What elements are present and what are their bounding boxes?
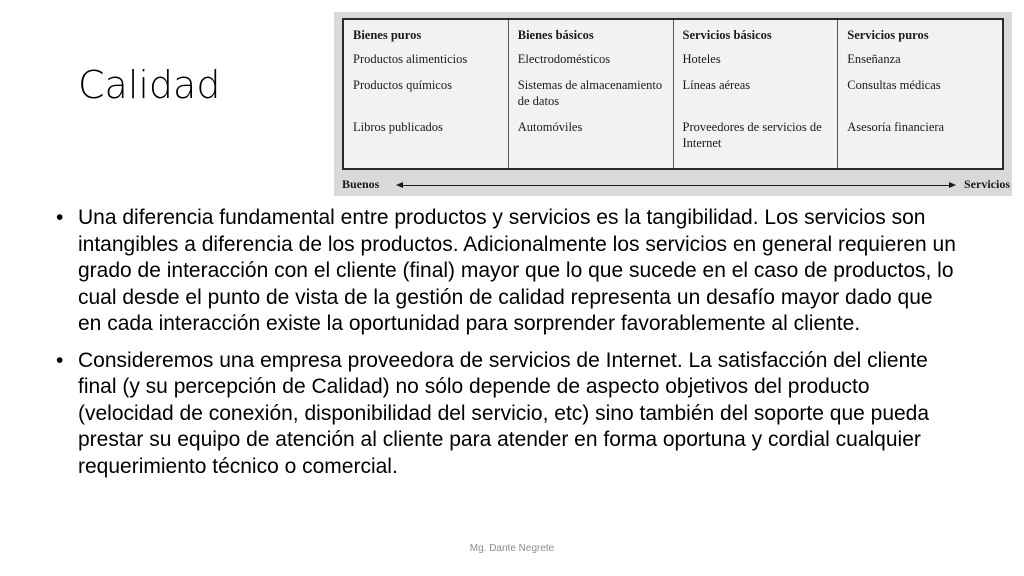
table-cell: Sistemas de almacenamiento de datos bbox=[517, 78, 663, 108]
table-cell: Automóviles bbox=[517, 120, 583, 134]
column-header: Servicios puros bbox=[847, 28, 929, 42]
bullet-icon: • bbox=[56, 348, 64, 372]
column-header: Bienes puros bbox=[353, 28, 422, 42]
goods-services-table bbox=[342, 18, 1004, 170]
table-cell: Productos químicos bbox=[353, 78, 452, 92]
table-cell: Libros publicados bbox=[353, 120, 443, 134]
table-cell: Productos alimenticios bbox=[353, 52, 468, 66]
bullet-item bbox=[56, 205, 956, 338]
slide-title: Calidad bbox=[78, 63, 221, 107]
bullet-text: Consideremos una empresa proveedora de servicios de Internet. La satisfacción del cliente final (y su percepción de Calidad) no sólo depende de aspecto objetivos del producto (velocidad de conexión, disponibilidad del servicio, etc) sino también del soporte que pueda prestar su equipo de atención al cliente para atender en forma oportuna y cordial cualquier requerimiento técnico o comercial. bbox=[78, 348, 930, 478]
column-servicios-basicos bbox=[674, 20, 839, 168]
table-cell: Líneas aéreas bbox=[682, 78, 751, 92]
goods-services-figure bbox=[334, 12, 1012, 196]
column-bienes-puros bbox=[344, 20, 509, 168]
goods-services-axis bbox=[342, 176, 1012, 194]
table-cell: Electrodomésticos bbox=[517, 52, 611, 66]
table-cell: Enseñanza bbox=[847, 52, 901, 66]
bullet-text: Una diferencia fundamental entre productos y servicios es la tangibilidad. Los servicios son intangibles a diferencia de los productos. Adicionalmente los servicios en general requieren un grado de interacción con el cliente (final) mayor que lo que sucede en el caso de productos, lo cual desde el punto de vista de la gestión de calidad representa un desafío mayor dado que en cada interacción existe la oportunidad para sorprender favorablemente al cliente. bbox=[78, 206, 956, 335]
bullet-icon: • bbox=[56, 206, 64, 229]
table-cell: Consultas médicas bbox=[847, 78, 941, 92]
column-bienes-basicos bbox=[509, 20, 674, 168]
double-arrow-icon bbox=[402, 185, 950, 186]
footer-author: Mg. Dante Negrete bbox=[469, 543, 555, 554]
column-header: Bienes básicos bbox=[517, 28, 594, 42]
table-cell: Hoteles bbox=[682, 52, 721, 66]
table-cell: Proveedores de servicios de Internet bbox=[682, 120, 822, 150]
bullet-item bbox=[56, 348, 956, 481]
bullet-list bbox=[56, 205, 956, 490]
axis-right-label: Servicios bbox=[964, 177, 1010, 191]
table-cell: Asesoría financiera bbox=[847, 120, 945, 134]
column-header: Servicios básicos bbox=[682, 28, 772, 42]
axis-left-label: Buenos bbox=[342, 177, 380, 191]
column-servicios-puros bbox=[838, 20, 1002, 168]
